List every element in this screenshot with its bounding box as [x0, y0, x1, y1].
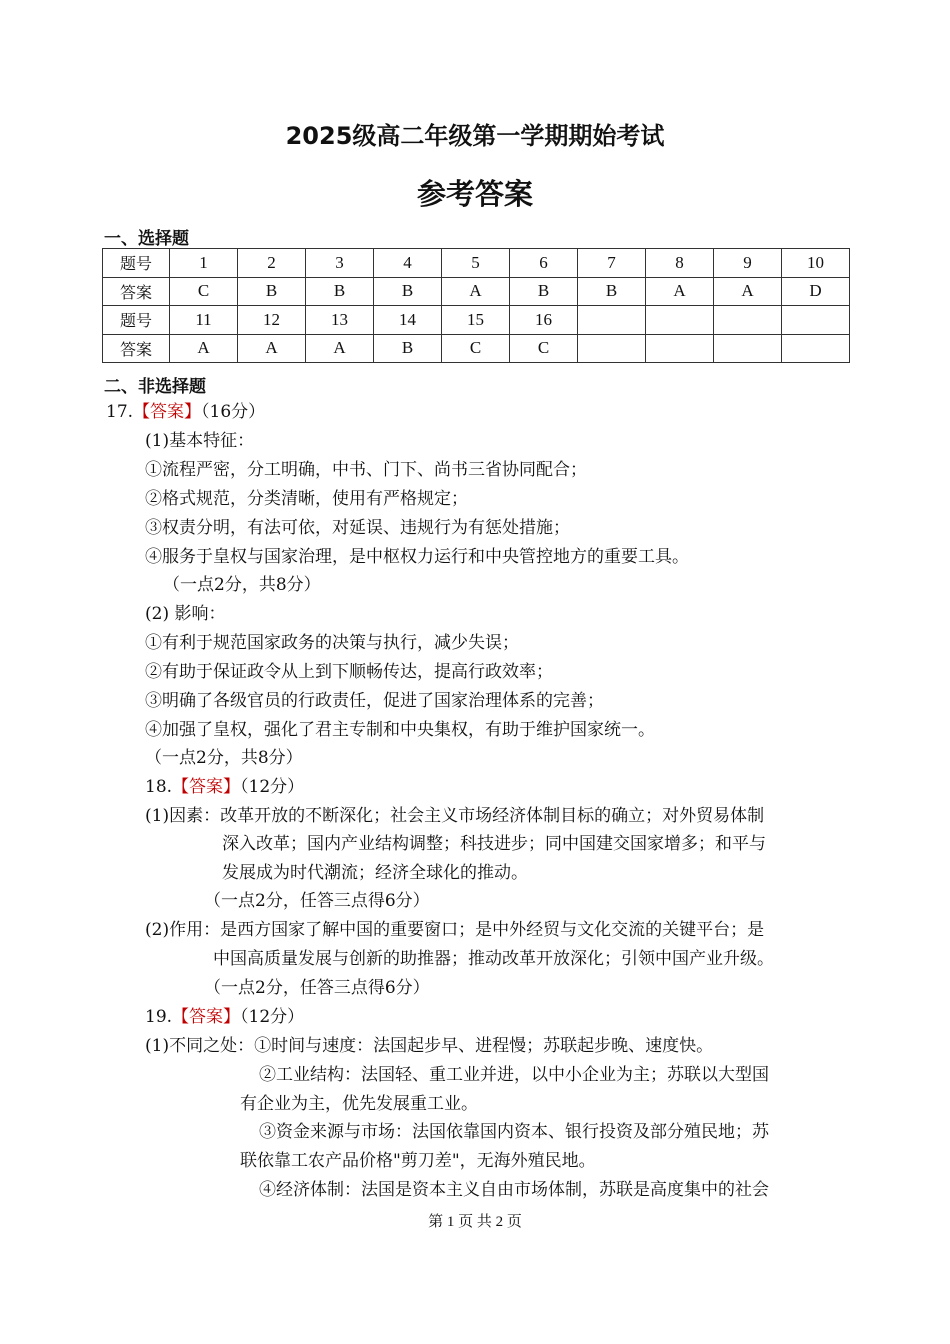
table-cell	[714, 306, 782, 335]
table-cell: D	[782, 277, 850, 306]
q18-number: 18.	[145, 777, 173, 797]
table-row	[103, 306, 850, 335]
table-cell: B	[306, 277, 374, 306]
q19-line: 联依靠工农产品价格"剪刀差"，无海外殖民地。	[240, 1151, 596, 1171]
table-cell: A	[646, 277, 714, 306]
q19-line: ②工业结构：法国轻、重工业并进，以中小企业为主；苏联以大型国	[259, 1065, 769, 1085]
table-cell	[578, 306, 646, 335]
table-cell: 3	[306, 249, 374, 278]
table-cell: B	[374, 277, 442, 306]
q17-part1-heading: (1)基本特征：	[145, 431, 255, 451]
q17-part2-score: （一点2分，共8分）	[145, 748, 303, 768]
table-cell: 9	[714, 249, 782, 278]
table-cell: 6	[510, 249, 578, 278]
answer-table	[102, 248, 850, 363]
q19-line: (1)不同之处：①时间与速度：法国起步早、进程慢；苏联起步晚、速度快。	[145, 1036, 714, 1056]
table-cell	[714, 334, 782, 363]
q17-part2-heading: (2) 影响：	[145, 604, 226, 624]
table-cell	[578, 334, 646, 363]
section-choice-heading: 一、选择题	[104, 229, 189, 249]
table-cell: C	[442, 334, 510, 363]
q19-line: 有企业为主，优先发展重工业。	[240, 1094, 478, 1114]
table-cell: B	[374, 334, 442, 363]
table-cell: A	[306, 334, 374, 363]
table-cell: 1	[170, 249, 238, 278]
table-cell	[782, 334, 850, 363]
q18-score: （12分）	[240, 777, 305, 797]
q17-score: （16分）	[201, 402, 266, 422]
table-cell: 16	[510, 306, 578, 335]
row-header: 题号	[103, 249, 170, 278]
table-cell: 12	[238, 306, 306, 335]
page-title: 2025级高二年级第一学期期始考试	[285, 122, 665, 150]
table-cell: B	[578, 277, 646, 306]
page-subtitle: 参考答案	[416, 177, 533, 211]
table-cell: 11	[170, 306, 238, 335]
q18-part1-line: 发展成为时代潮流；经济全球化的推动。	[222, 863, 528, 883]
q17-part2-point: ①有利于规范国家政务的决策与执行，减少失误；	[145, 633, 519, 653]
table-cell: C	[170, 277, 238, 306]
table-cell: C	[510, 334, 578, 363]
q19-answer-tag: 【答案】	[172, 1007, 241, 1027]
page-footer: 第 1 页 共 2 页	[428, 1214, 522, 1230]
table-cell	[646, 334, 714, 363]
table-cell	[782, 306, 850, 335]
table-cell: 2	[238, 249, 306, 278]
q17-part1-point: ①流程严密，分工明确，中书、门下、尚书三省协同配合；	[145, 460, 587, 480]
q17-part2-point: ④加强了皇权，强化了君主专制和中央集权，有助于维护国家统一。	[145, 720, 655, 740]
q17-part1-point: ③权责分明，有法可依，对延误、违规行为有惩处措施；	[145, 518, 570, 538]
table-cell: 8	[646, 249, 714, 278]
q18-part2-line: 中国高质量发展与创新的助推器；推动改革开放深化；引领中国产业升级。	[213, 949, 774, 969]
q17-answer-tag: 【答案】	[133, 402, 202, 422]
q18-part1-score: （一点2分，任答三点得6分）	[204, 891, 430, 911]
table-cell	[646, 306, 714, 335]
q17-number: 17.	[106, 402, 134, 422]
q17-header	[106, 401, 265, 423]
q17-part1-score: （一点2分，共8分）	[163, 575, 321, 595]
q19-line: ③资金来源与市场：法国依靠国内资本、银行投资及部分殖民地；苏	[259, 1122, 769, 1142]
table-cell: B	[510, 277, 578, 306]
table-cell: 4	[374, 249, 442, 278]
q17-part2-point: ②有助于保证政令从上到下顺畅传达，提高行政效率；	[145, 662, 553, 682]
q17-part1-point: ④服务于皇权与国家治理，是中枢权力运行和中央管控地方的重要工具。	[145, 547, 689, 567]
table-cell: A	[238, 334, 306, 363]
section-nonchoice-heading: 二、非选择题	[104, 377, 206, 397]
table-cell: 5	[442, 249, 510, 278]
q18-answer-tag: 【答案】	[172, 777, 241, 797]
q17-part1-point: ②格式规范，分类清晰，使用有严格规定；	[145, 489, 468, 509]
table-cell: 13	[306, 306, 374, 335]
q19-score: （12分）	[240, 1007, 305, 1027]
q17-part2-point: ③明确了各级官员的行政责任，促进了国家治理体系的完善；	[145, 691, 604, 711]
table-cell: A	[442, 277, 510, 306]
q18-part1-line: 深入改革；国内产业结构调整；科技进步；同中国建交国家增多；和平与	[222, 834, 766, 854]
q19-line: ④经济体制：法国是资本主义自由市场体制，苏联是高度集中的社会	[259, 1180, 769, 1200]
q19-number: 19.	[145, 1007, 173, 1027]
table-row	[103, 277, 850, 306]
table-cell: 15	[442, 306, 510, 335]
table-cell: 14	[374, 306, 442, 335]
q18-header	[145, 776, 304, 798]
q18-part2-score: （一点2分，任答三点得6分）	[204, 978, 430, 998]
row-header: 答案	[103, 334, 170, 363]
table-cell: A	[170, 334, 238, 363]
row-header: 题号	[103, 306, 170, 335]
row-header: 答案	[103, 277, 170, 306]
q19-header	[145, 1006, 304, 1028]
table-cell: A	[714, 277, 782, 306]
table-cell: B	[238, 277, 306, 306]
table-cell: 10	[782, 249, 850, 278]
q18-part2-line: (2)作用：是西方国家了解中国的重要窗口；是中外经贸与文化交流的关键平台；是	[145, 920, 765, 940]
table-cell: 7	[578, 249, 646, 278]
table-row	[103, 249, 850, 278]
q18-part1-line: (1)因素：改革开放的不断深化；社会主义市场经济体制目标的确立；对外贸易体制	[145, 806, 765, 826]
table-row	[103, 334, 850, 363]
